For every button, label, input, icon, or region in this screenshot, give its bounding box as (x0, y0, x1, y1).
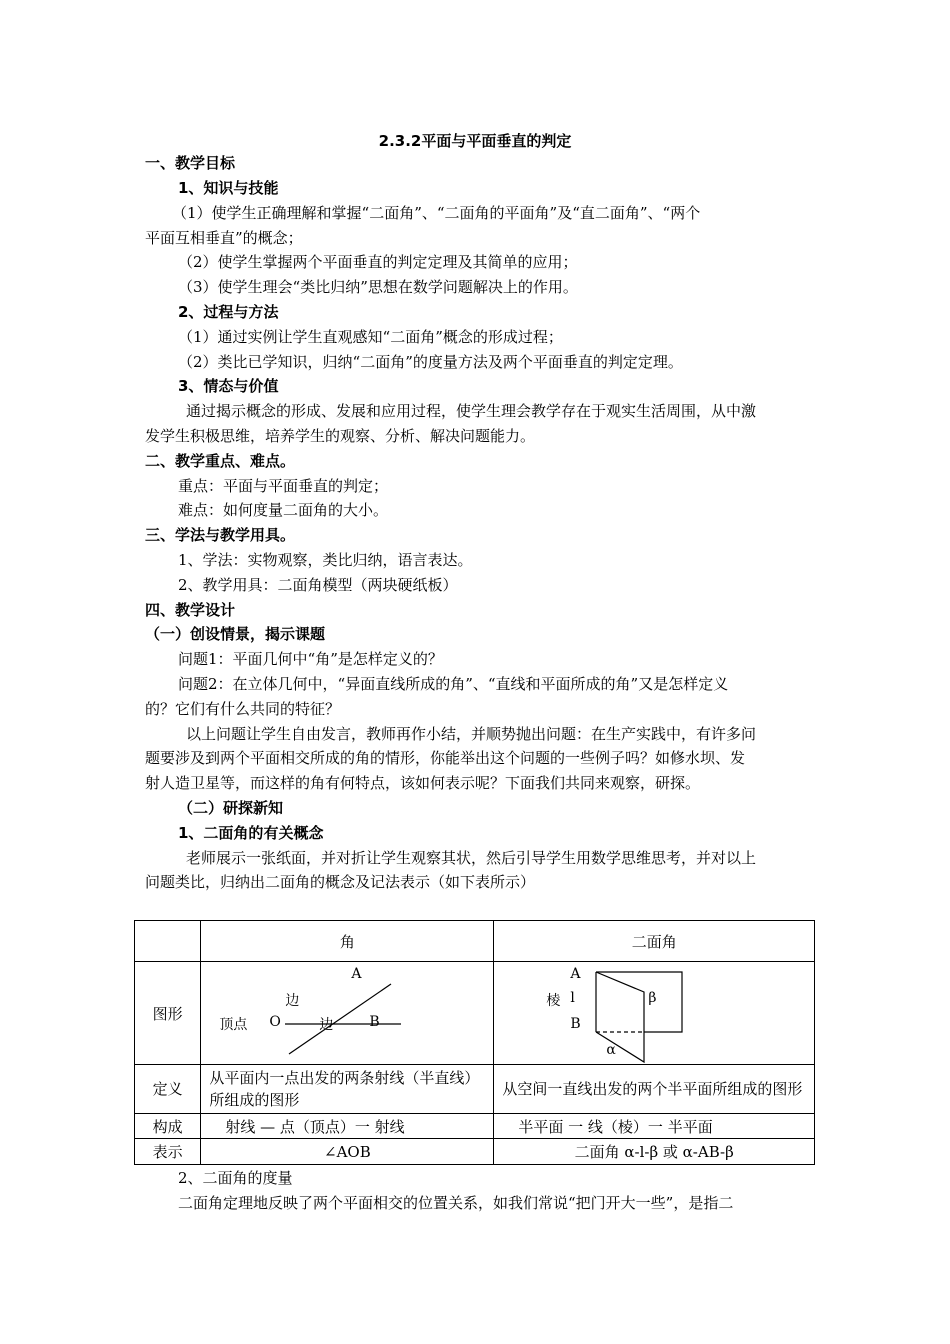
label-alpha: α (606, 1042, 616, 1058)
paragraph-line: 2、教学用具：二面角模型（两块硬纸板） (178, 576, 458, 594)
notation-angle: ∠AOB (201, 1139, 494, 1165)
paragraph-line: 射人造卫星等，而这样的角有何特点，该如何表示呢？下面我们共同来观察，研探。 (145, 774, 701, 792)
angle-figure-cell (201, 962, 494, 1065)
paragraph-line: 重点：平面与平面垂直的判定； (178, 477, 389, 495)
section-heading-design: 四、教学设计 (145, 601, 236, 619)
section-heading-keypoints: 二、教学重点、难点。 (145, 452, 296, 470)
dihedral-diagram (494, 962, 791, 1064)
paragraph-line: 的？它们有什么共同的特征？ (145, 700, 341, 718)
angle-figure (201, 962, 493, 1064)
paragraph-line: （1）使学生正确理解和掌握“二面角”、“二面角的平面角”及“直二面角”、“两个 (172, 204, 701, 222)
table-header-dihedral: 二面角 (494, 921, 815, 962)
table-row (135, 921, 815, 962)
label-edge-1: 边 (285, 993, 300, 1009)
label-a: A (351, 966, 362, 982)
table-cell (135, 921, 201, 962)
label-edge-2: 边 (319, 1017, 334, 1033)
row-label-figure: 图形 (135, 962, 201, 1065)
table-row (135, 1065, 815, 1114)
section-heading-objectives: 一、教学目标 (145, 154, 236, 172)
paragraph-line: 问题类比，归纳出二面角的概念及记法表示（如下表所示） (145, 873, 536, 891)
paragraph-line: （2）类比已学知识，归纳“二面角”的度量方法及两个平面垂直的判定定理。 (178, 353, 683, 371)
subheading-process: 2、过程与方法 (178, 303, 279, 321)
paragraph-line: （3）使学生理会“类比归纳”思想在数学问题解决上的作用。 (178, 278, 578, 296)
paragraph-line: 平面互相垂直”的概念； (145, 229, 303, 247)
row-label-notation: 表示 (135, 1139, 201, 1165)
label-l: l (570, 990, 575, 1006)
label-a: A (570, 966, 581, 982)
paragraph-line: 二面角定理地反映了两个平面相交的位置关系，如我们常说“把门开大一些”，是指二 (178, 1194, 734, 1212)
comparison-table (134, 920, 815, 1165)
subheading-explore: （二）研探新知 (178, 799, 284, 817)
table-row (135, 962, 815, 1065)
row-label-composition: 构成 (135, 1114, 201, 1139)
composition-dihedral: 半平面 一 线（棱）一 半平面 (494, 1114, 815, 1139)
table-row (135, 1114, 815, 1139)
label-beta: β (648, 990, 657, 1006)
label-b: B (369, 1014, 380, 1030)
dihedral-figure (494, 962, 814, 1064)
plane-beta-back (596, 972, 682, 1032)
subheading-dihedral-concepts: 1、二面角的有关概念 (178, 824, 324, 842)
angle-diagram (201, 962, 471, 1064)
paragraph-line: （1）通过实例让学生直观感知“二面角”概念的形成过程； (178, 328, 563, 346)
paragraph-line: （2）使学生掌握两个平面垂直的判定定理及其简单的应用； (178, 253, 578, 271)
paragraph-line: 题要涉及到两个平面相交所成的角的情形，你能举出这个问题的一些例子吗？如修水坝、发 (145, 749, 746, 767)
table-header-angle: 角 (201, 921, 494, 962)
paragraph-line: 1、学法：实物观察，类比归纳，语言表达。 (178, 551, 473, 569)
definition-angle: 从平面内一点出发的两条射线（半直线）所组成的图形 (201, 1065, 494, 1114)
paragraph-line: 通过揭示概念的形成、发展和应用过程，使学生理会教学存在于观实生活周围，从中激 (186, 402, 757, 420)
subheading-values: 3、情态与价值 (178, 377, 279, 395)
plane-alpha (596, 1032, 644, 1062)
paragraph-line: 问题2：在立体几何中，“异面直线所成的角”、“直线和平面所成的角”又是怎样定义 (178, 675, 729, 693)
table-row (135, 1139, 815, 1165)
definition-dihedral: 从空间一直线出发的两个半平面所组成的图形 (494, 1065, 815, 1114)
notation-dihedral: 二面角 α-l-β 或 α-AB-β (494, 1139, 815, 1165)
page-title: 2.3.2平面与平面垂直的判定 (378, 132, 572, 150)
subheading-scenario: （一）创设情景，揭示课题 (145, 625, 326, 643)
paragraph-line: 以上问题让学生自由发言，教师再作小结，并顺势抛出问题：在生产实践中，有许多问 (186, 725, 757, 743)
label-edge: 棱 (546, 993, 561, 1009)
section-heading-methods: 三、学法与教学用具。 (145, 526, 296, 544)
paragraph-line: 难点：如何度量二面角的大小。 (178, 501, 389, 519)
paragraph-line: 发学生积极思维，培养学生的观察、分析、解决问题能力。 (145, 427, 536, 445)
row-label-definition: 定义 (135, 1065, 201, 1114)
label-b: B (570, 1016, 581, 1032)
subheading-knowledge: 1、知识与技能 (178, 179, 279, 197)
composition-angle: 射线 — 点（顶点）一 射线 (201, 1114, 494, 1139)
subheading-measure: 2、二面角的度量 (178, 1169, 293, 1187)
label-o: O (269, 1014, 281, 1030)
paragraph-line: 老师展示一张纸面，并对折让学生观察其状，然后引导学生用数学思维思考，并对以上 (186, 849, 757, 867)
paragraph-line: 问题1：平面几何中“角”是怎样定义的？ (178, 650, 443, 668)
plane-beta-front (596, 972, 644, 1032)
label-vertex: 顶点 (219, 1017, 248, 1033)
dihedral-figure-cell (494, 962, 815, 1065)
